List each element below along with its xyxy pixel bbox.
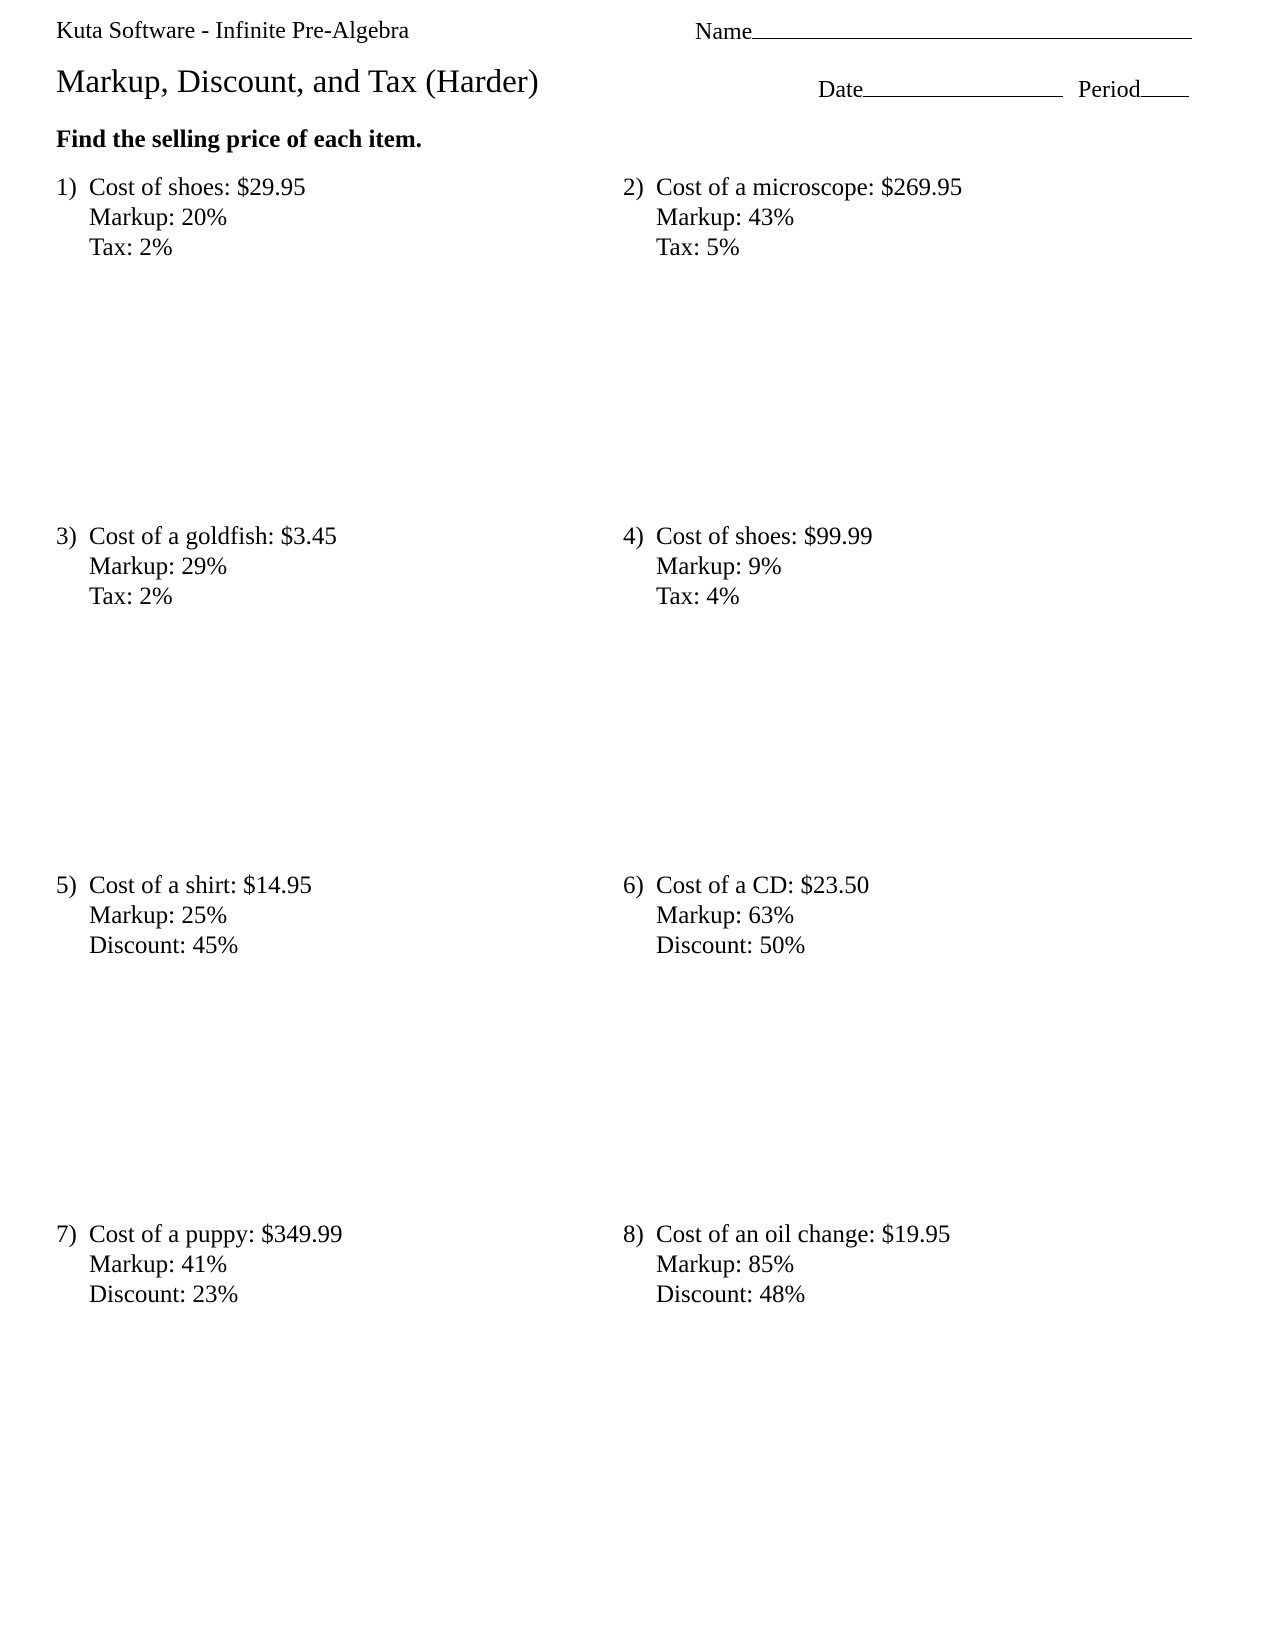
period-blank[interactable] bbox=[1141, 76, 1189, 97]
problem-cost: Cost of shoes: $29.95 bbox=[89, 174, 306, 201]
problem-markup: Markup: 63% bbox=[656, 902, 795, 929]
problem-tax: Tax: 4% bbox=[656, 583, 740, 610]
problem-cost: Cost of a shirt: $14.95 bbox=[89, 872, 312, 899]
publisher-label: Kuta Software - Infinite Pre-Algebra bbox=[56, 18, 410, 44]
problem-discount: Discount: 45% bbox=[89, 932, 239, 959]
problem-cost: Cost of a puppy: $349.99 bbox=[89, 1221, 343, 1248]
period-label: Period bbox=[1078, 77, 1141, 103]
problem-markup: Markup: 43% bbox=[656, 204, 795, 231]
problem-cost: Cost of an oil change: $19.95 bbox=[656, 1221, 951, 1248]
problem-discount: Discount: 50% bbox=[656, 932, 806, 959]
problem-number: 7) bbox=[56, 1221, 77, 1248]
problem-markup: Markup: 25% bbox=[89, 902, 228, 929]
problem-number: 6) bbox=[623, 872, 644, 899]
problem-number: 1) bbox=[56, 174, 77, 201]
problem-markup: Markup: 41% bbox=[89, 1251, 228, 1278]
worksheet-title: Markup, Discount, and Tax (Harder) bbox=[56, 64, 539, 100]
period-field[interactable] bbox=[1078, 76, 1189, 104]
date-blank[interactable] bbox=[863, 76, 1063, 97]
problem-markup: Markup: 85% bbox=[656, 1251, 795, 1278]
problem-tax: Tax: 2% bbox=[89, 583, 173, 610]
problem-number: 3) bbox=[56, 523, 77, 550]
problem-tax: Tax: 2% bbox=[89, 234, 173, 261]
name-label: Name bbox=[695, 19, 753, 45]
problem-number: 2) bbox=[623, 174, 644, 201]
problem-tax: Tax: 5% bbox=[656, 234, 740, 261]
problem-discount: Discount: 48% bbox=[656, 1281, 806, 1308]
problem-cost: Cost of shoes: $99.99 bbox=[656, 523, 873, 550]
problem-cost: Cost of a goldfish: $3.45 bbox=[89, 523, 337, 550]
problem-cost: Cost of a microscope: $269.95 bbox=[656, 174, 963, 201]
name-blank[interactable] bbox=[752, 18, 1192, 39]
problem-discount: Discount: 23% bbox=[89, 1281, 239, 1308]
problem-markup: Markup: 20% bbox=[89, 204, 228, 231]
problem-number: 5) bbox=[56, 872, 77, 899]
name-field[interactable] bbox=[695, 18, 1192, 46]
problem-number: 4) bbox=[623, 523, 644, 550]
problem-markup: Markup: 29% bbox=[89, 553, 228, 580]
problem-markup: Markup: 9% bbox=[656, 553, 782, 580]
problem-cost: Cost of a CD: $23.50 bbox=[656, 872, 870, 899]
problem-number: 8) bbox=[623, 1221, 644, 1248]
date-label: Date bbox=[818, 77, 864, 103]
date-field[interactable] bbox=[818, 76, 1063, 104]
instructions: Find the selling price of each item. bbox=[56, 126, 422, 153]
